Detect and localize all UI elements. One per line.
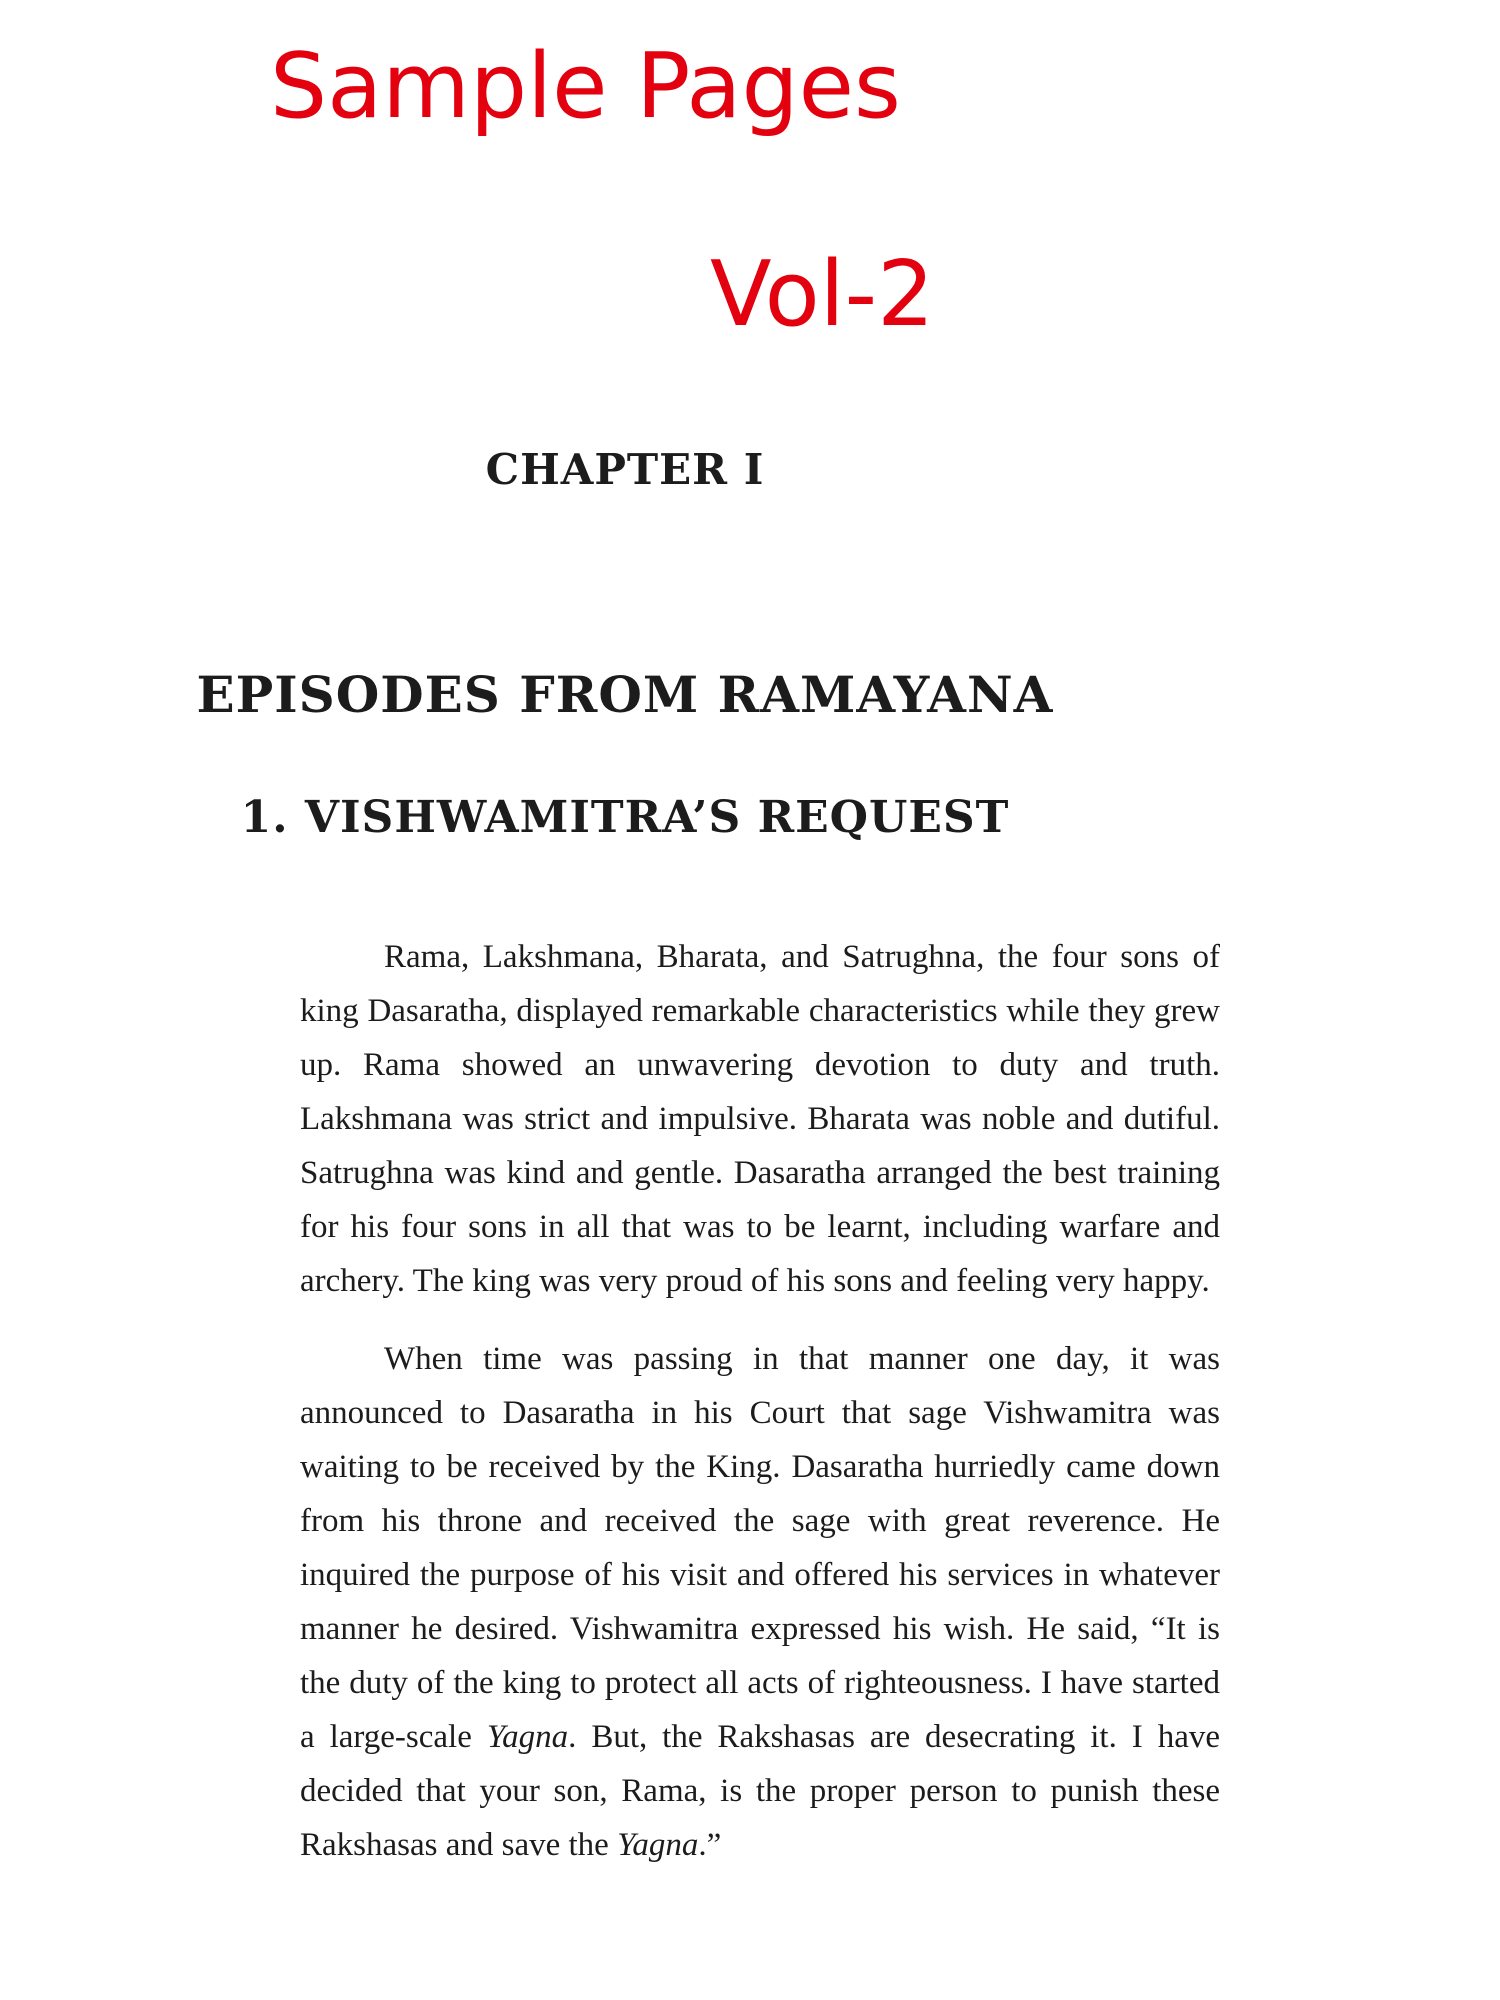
yagna-term-1: Yagna xyxy=(486,1719,569,1755)
paragraph-2-part-1: When time was passing in that manner one day, it was announced to Dasaratha in his Court that sage Vishwamitra was waiting to be received by the King. Dasaratha hurriedly came down from his throne and received the sage with great reverence. He inquired the purpose of his visit and offered his services in whatever manner he desired. Vishwamitra expressed his wish. He said, “It is the duty of the king to protect all acts of righteousness. I have started a large-scale xyxy=(300,1341,1220,1755)
volume-label: Vol-2 xyxy=(710,242,935,347)
paragraph-2-part-2: . But, the Rakshasas are desecrating it. I have decided that your son, Rama, is the proper person to punish these Rakshasas and save the xyxy=(300,1719,1220,1863)
body-text xyxy=(300,930,1220,1872)
paragraph-2 xyxy=(300,1332,1220,1872)
yagna-term-2: Yagna xyxy=(617,1827,699,1863)
paragraph-1: Rama, Lakshmana, Bharata, and Satrughna, the four sons of king Dasaratha, displayed remarkable characteristics while they grew up. Rama showed an unwavering devotion to duty and truth. Lakshmana was strict and impulsive. Bharata was noble and dutiful. Satrughna was kind and gentle. Dasaratha arranged the best training for his four sons in all that was to be learnt, including warfare and archery. The king was very proud of his sons and feeling very happy. xyxy=(300,939,1220,1299)
chapter-heading: CHAPTER I xyxy=(485,445,765,494)
sample-pages-label: Sample Pages xyxy=(270,34,901,139)
section-title: EPISODES FROM RAMAYANA xyxy=(196,665,1054,724)
paragraph-2-end: .” xyxy=(698,1827,722,1863)
story-title: 1. VISHWAMITRA’S REQUEST xyxy=(240,792,1010,843)
